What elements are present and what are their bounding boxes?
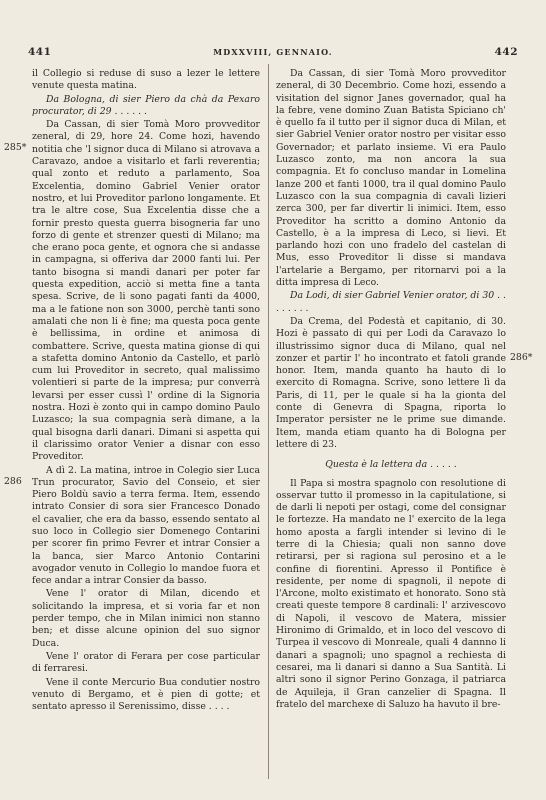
section-heading: Questa è la lettera da . . . . . — [325, 459, 457, 471]
letter-heading: Da Lodi, di sier Gabriel Venier orator, di 30 . . . . . . . . — [276, 290, 506, 314]
page-number-right: 442 — [494, 46, 518, 58]
running-header — [28, 46, 518, 62]
paragraph: Vene l' orator di Ferara per cose particular di ferraresi. — [32, 650, 260, 675]
paragraph: Da Cassan, di sier Tomà Moro provveditor zeneral, di 29, hore 24. Come hozi, havendo notitia che 'l signor duca di Milano si atrovava a Caravazo, andoe a visitarlo et farli reverentia; qual zonto et reduto a parlamento, Soa Excelentia, domino Gabriel Venier orator nostro, et lui Proveditor parlono longamente. Et tra le altre cose, Sua Excelentia disse che a fornir presto questa guerra bisogneria far uno forzo di gente et strenzer questi di Milano; ma che erano poca gente, et ognora che si andasse in campagna, si offeriva dar 2000 fanti lui. Per tanto bisogna si mandi danari per poter far questa expedition, acciò si metta fine a tanta spesa. Scrive, de li sono pagati fanti da 4000, ma a le fatione non son 3000, perchè tanti sono amalati che non li è fine; ma questa poca gente è bellissima, in ordine et animosa di combattere. Scrive, questa matina gionse di qui a stafetta domino Antonio da Castello, et parlò cum lui Proveditor in secreto, qual malissimo volentieri si parte de la impresa; pur converrà levarsi per esser cussì l' ordine di la Signoria nostra. Hozi è zonto qui in campo domino Paulo Luzasco; la sua compagnia serà dimane, a la qual bisogna darli danari. Dimani si aspetta qui il clarissimo orator Venier a disnar con esso Proveditor. — [32, 119, 260, 463]
paragraph: A dì 2. La matina, introe in Colegio sier Luca Trun procurator, Savio del Conseio, et sier Piero Boldù savio a terra ferma. Item, essendo intrato Consier di sora sier Francesco Donado el cavalier, che era da basso, essendo sentato al suo loco in Collegio sier Domenego Contarini per scorer fin primo Fevrer et intrar Consier a la banca, sier Marco Antonio Contarini avogador venuto in Collegio lo mandoe fuora et fece andar a intrar Consier da basso. — [32, 464, 260, 587]
paragraph: Il Papa si mostra spagnolo con resolutione di osservar tutto il promesso in la capitulatione, si de darli li nepoti per ostagi, come del consignar le fortezze. Ha mandato ne l' exercito de la lega homo aposta a fargli intender si levino di le terre di la Chiesia; quali non sanno dove retirarsi, per si ragiona sul perosino et a le confine di fiorentini. Apresso il Pontifice è residente, per nome di spagnoli, il nepote di l'Arcone, molto existimato et honorato. Sono stà creati queste tempore 8 cardinali: l' arzivescovo di Napoli, il vescovo de Matera, missier Hironimo di Grimaldo, et in loco del vescovo di Turpea il vescovo di Monreale, quali 4 dannno li danari a spagnoli; uno spagnol a rechiesta di cesarei, ma li danari si danno a Sua Santità. Li altri sono il signor Perino Gonzaga, il patriarca de Aquileja, il Gran canzelier di Spagna. Il fratelo del marchexe di Saluzo ha havuto il bre- — [276, 477, 506, 710]
right-column — [276, 68, 506, 712]
paragraph: Da Crema, del Podestà et capitanio, di 30. Hozi è passato di qui per Lodi da Caravazo lo illustrissimo signor duca di Milano, qual nel zonzer et partir l' ho incontrato et fatoli grande honor. Item, manda quanto ha hauto di lo exercito di Romagna. Scrive, sono lettere lì da Paris, di 11, per le quale si ha la gionta del conte di Genevra di Spagna, riporta lo Imperator persister ne le prime sue dimande. Item, manda etiam quanto ha di Bologna per lettere di 23. — [276, 315, 506, 450]
running-title: MDXXVIII, GENNAIO. — [213, 47, 333, 57]
paragraph: Da Cassan, di sier Tomà Moro provveditor zeneral, di 30 Decembrio. Come hozi, essendo a visitation del signor Janes governador, qual ha la febre, vene domino Zuan Batista Spiciano ch' è quello fa il tutto per il signor duca di Milan, et sier Gabriel Venier orator nostro per visitar esso Governador; et parlato insieme. Vi era Paulo Luzasco zonto, ma non ancora la sua compagnia. Et fo concluso mandar in Lomelina lanze 200 et fanti 1000, tra il qual domino Paulo Luzasco con la sua compagnia di cavali lizieri zerca 300, per far divertir li inimici. Item, esso Proveditor ha scritto a domino Antonio da Castello, è a la impresa di Leco, si lievi. Et parlando hozi con uno fradelo del castelan di Mus, esso Proveditor li disse si mandava l'artelarie a Bergamo, per ritornarvi poi a la ditta impresa di Leco. — [276, 68, 506, 289]
left-column — [32, 68, 260, 714]
page-number-left: 441 — [28, 46, 52, 58]
paragraph: Vene l' orator di Milan, dicendo et solicitando la impresa, et si voria far et non perder tempo, che in Milan inimici non stanno ben; et disse alcune opinion del suo signor Duca. — [32, 588, 260, 649]
paragraph: il Collegio si reduse di suso a lezer le lettere venute questa matina. — [32, 68, 260, 92]
margin-note-285: 285* — [4, 142, 27, 153]
paragraph: Vene il conte Mercurio Bua condutier nostro venuto di Bergamo, et è pien di gotte; et sentato apresso il Serenissimo, disse . . . . — [32, 676, 260, 713]
margin-note-286: 286 — [4, 476, 22, 487]
column-divider — [268, 64, 269, 779]
margin-note-286-star: 286* — [510, 352, 533, 363]
letter-heading: Da Bologna, di sier Piero da chà da Pexaro procurator, di 29 . . . . . . — [32, 93, 260, 117]
